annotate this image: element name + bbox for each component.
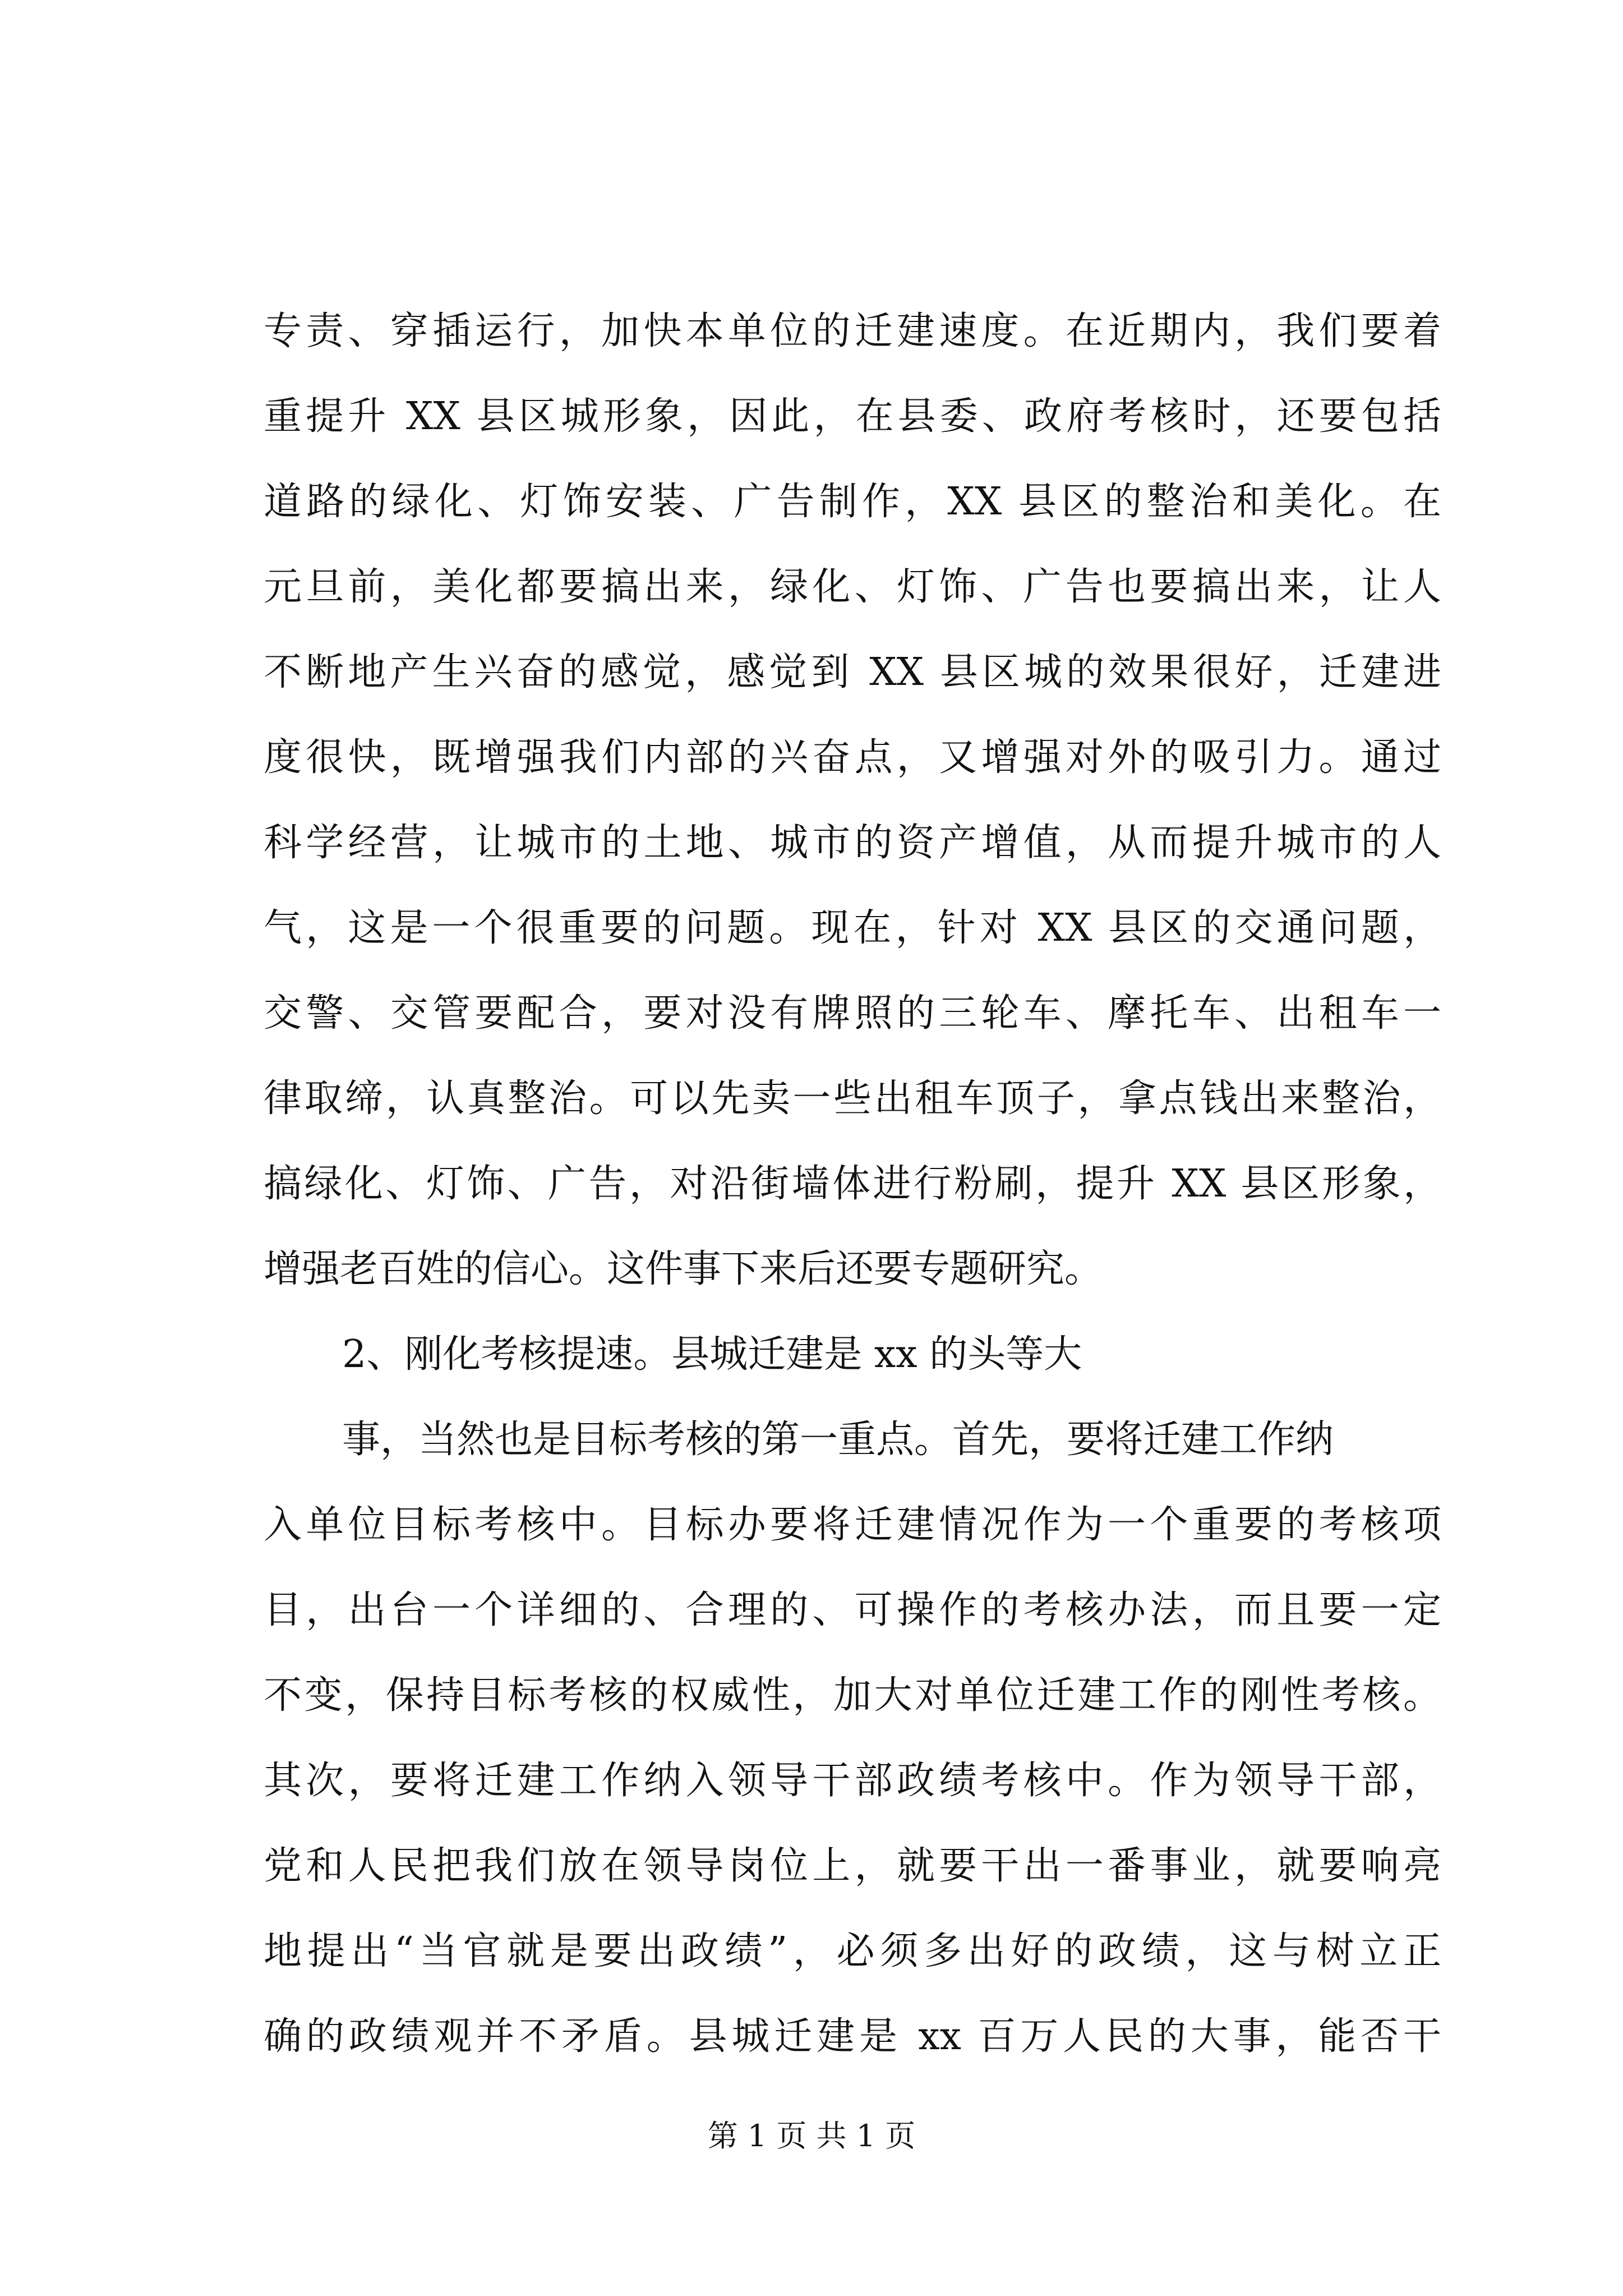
- text-line: 气，这是一个很重要的问题。现在，针对 XX 县区的交通问题，: [264, 906, 1441, 950]
- text-line: 不断地产生兴奋的感觉，感觉到 XX 县区城的效果很好，迁建进: [264, 650, 1441, 694]
- section-heading-line: 2、刚化考核提速。县城迁建是 xx 的头等大: [342, 1332, 1082, 1377]
- text-line: 科学经营，让城市的土地、城市的资产增值，从而提升城市的人: [264, 821, 1441, 865]
- text-line: 其次，要将迁建工作纳入领导干部政绩考核中。作为领导干部，: [264, 1759, 1441, 1803]
- text-line: 专责、穿插运行，加快本单位的迁建速度。在近期内，我们要着: [264, 309, 1441, 353]
- text-line: 入单位目标考核中。目标办要将迁建情况作为一个重要的考核项: [264, 1503, 1441, 1547]
- text-line: 事，当然也是目标考核的第一重点。首先，要将迁建工作纳: [342, 1418, 1334, 1462]
- text-line: 增强老百姓的信心。这件事下来后还要专题研究。: [264, 1247, 1103, 1291]
- text-line: 元旦前，美化都要搞出来，绿化、灯饰、广告也要搞出来，让人: [264, 565, 1441, 609]
- page-number-label: 第 1 页 共 1 页: [707, 2118, 916, 2154]
- text-line: 地提出“当官就是要出政绩”，必须多出好的政绩，这与树立正: [264, 1929, 1441, 1973]
- text-line: 律取缔，认真整治。可以先卖一些出租车顶子，拿点钱出来整治，: [264, 1076, 1441, 1121]
- text-line: 不变，保持目标考核的权威性，加大对单位迁建工作的刚性考核。: [264, 1673, 1441, 1718]
- text-line: 重提升 XX 县区城形象，因此，在县委、政府考核时，还要包括: [264, 394, 1441, 439]
- text-line: 党和人民把我们放在领导岗位上，就要干出一番事业，就要响亮: [264, 1844, 1441, 1888]
- body-text: [264, 289, 1441, 2079]
- text-line: 目，出台一个详细的、合理的、可操作的考核办法，而且要一定: [264, 1588, 1441, 1632]
- text-line: 确的政绩观并不矛盾。县城迁建是 xx 百万人民的大事，能否干: [264, 2014, 1441, 2059]
- text-line: 道路的绿化、灯饰安装、广告制作，XX 县区的整治和美化。在: [264, 480, 1441, 524]
- text-line: 搞绿化、灯饰、广告，对沿街墙体进行粉刷，提升 XX 县区形象，: [264, 1162, 1441, 1206]
- text-line: 度很快，既增强我们内部的兴奋点，又增强对外的吸引力。通过: [264, 735, 1441, 780]
- page-footer: [0, 2114, 1623, 2159]
- text-line: 交警、交管要配合，要对没有牌照的三轮车、摩托车、出租车一: [264, 991, 1441, 1036]
